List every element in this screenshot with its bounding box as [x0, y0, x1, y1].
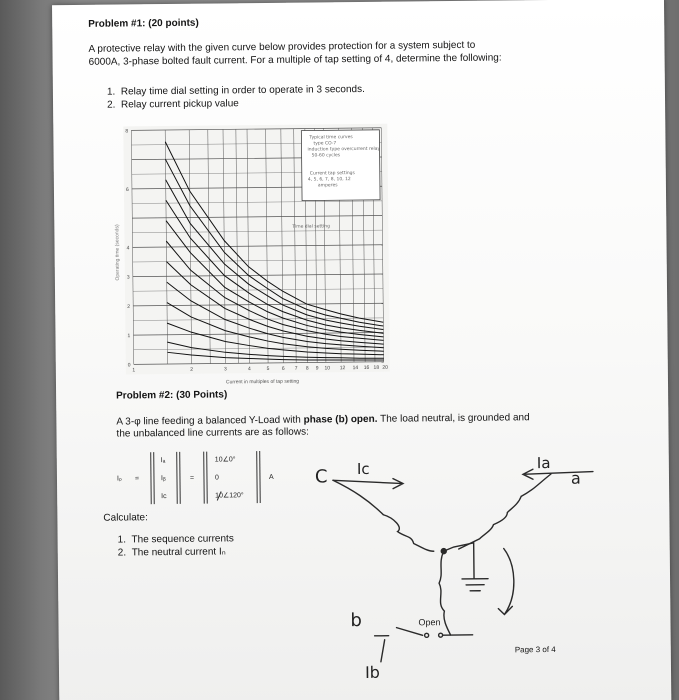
item-number: 2. — [107, 99, 116, 111]
y-tick-label: 2 — [127, 303, 130, 310]
coil-c — [383, 514, 433, 552]
node-a-label: a — [570, 468, 581, 488]
equals-sign: = — [134, 475, 140, 483]
ground-symbol — [462, 579, 488, 591]
calculate-label: Calculate: — [103, 512, 148, 524]
item-number: 1. — [117, 534, 127, 546]
problem1-item1 — [107, 84, 365, 99]
x-tick-label: 12 — [339, 365, 346, 372]
legend-title: Typical time curves — [309, 135, 353, 141]
page-number: Page 3 of 4 — [514, 644, 556, 655]
x-tick-label: 7 — [294, 365, 298, 372]
problem1-heading: Problem #1: (20 points) — [88, 17, 199, 30]
open-label: Open — [418, 617, 441, 628]
phase-b-label: phase (b) open. — [303, 413, 378, 426]
curve-annotation: Time dial setting — [292, 224, 330, 230]
x-tick-label: 2 — [190, 366, 193, 373]
legend-subtitle: induction type overcurrent relay — [307, 146, 381, 153]
y-tick-label: 1 — [127, 333, 131, 340]
vector-entry-a: Iₐ — [160, 457, 166, 465]
open-terminal-left — [425, 633, 429, 637]
node-b-label: b — [350, 609, 363, 632]
legend-settings-values: 4, 5, 6, 7, 8, 10, 12 — [307, 177, 351, 183]
open-terminal-right — [439, 633, 443, 637]
x-tick-label: 20 — [382, 364, 388, 371]
problem2-item1 — [118, 533, 234, 546]
matrix-brackets — [151, 451, 261, 504]
problem1-item2 — [107, 98, 239, 111]
return-arrow — [498, 548, 514, 614]
ib-mark — [375, 636, 389, 662]
x-tick-label: 4 — [247, 366, 251, 373]
equals-sign-2: = — [189, 474, 195, 482]
ic-label: Ic — [356, 459, 370, 479]
item-number: 2. — [117, 547, 127, 559]
coil-a — [458, 496, 522, 549]
item-text: The sequence currents — [131, 533, 234, 546]
y-tick-label: 6 — [125, 186, 129, 193]
item-number: 1. — [106, 86, 116, 98]
line-a — [521, 474, 551, 496]
x-tick-label: 5 — [266, 365, 270, 372]
x-tick-label: 10 — [324, 365, 331, 372]
lhs-vector-label: Iₚ — [116, 475, 122, 483]
problem2-heading: Problem #2: (30 Points) — [116, 389, 228, 402]
problem1-text-line1: A protective relay with the given curve below provides protection for a system subject to — [88, 39, 476, 55]
value-c: 10∠120° — [215, 492, 244, 500]
vector-entry-b: Iᵦ — [160, 475, 166, 483]
node-c-label: C — [314, 466, 328, 488]
ib-label: Ib — [364, 662, 380, 682]
y-tick-label: 4 — [126, 245, 130, 252]
item-text: The neutral current Iₙ — [131, 546, 226, 559]
legend-settings-label: Current tap settings — [309, 171, 355, 177]
legend-freq: 50-60 cycles — [311, 153, 341, 159]
x-tick-label: 8 — [305, 365, 309, 372]
problem2-text-line2: the unbalanced line currents are as follows: — [116, 426, 309, 440]
problem2-text-end: The load neutral, is grounded and — [377, 412, 530, 425]
x-tick-label: 9 — [315, 365, 319, 372]
item-text: Relay time dial setting in order to operate in 3 seconds. — [120, 83, 365, 98]
y-tick-label: 3 — [126, 274, 130, 281]
exam-page — [52, 0, 671, 700]
problem2-text-line1 — [116, 412, 529, 428]
value-a: 10∠0° — [214, 456, 236, 464]
ic-arrow — [333, 479, 403, 490]
y-tick-label: 0 — [127, 362, 131, 369]
unit-label: A — [268, 473, 274, 481]
line-c — [333, 480, 383, 516]
open-phase-b — [397, 627, 473, 636]
x-tick-label: 14 — [352, 365, 359, 372]
chart-ylabel: Operating time (seconds) — [114, 224, 121, 281]
legend-amperes: amperes — [317, 183, 338, 189]
item-text: Relay current pickup value — [120, 98, 239, 111]
x-tick-label: 3 — [223, 366, 227, 373]
chart-xlabel: Current in multiples of tap setting — [225, 378, 300, 386]
relay-time-curve-chart — [114, 124, 390, 386]
x-tick-label: 6 — [281, 365, 285, 372]
problem1-text-line2: 6000A, 3-phase bolted fault current. For a multiple of tap setting of 4, determine the following: — [88, 52, 502, 68]
problem2-item2 — [118, 546, 226, 559]
x-tick-label: 1 — [132, 367, 136, 374]
vector-entry-c: Iᴄ — [161, 493, 167, 501]
legend-type: type CO-7 — [313, 141, 337, 147]
current-matrix-equation — [115, 446, 316, 508]
x-tick-label: 18 — [373, 364, 380, 371]
x-tick-label: 16 — [363, 364, 370, 371]
y-tick-label: 8 — [125, 128, 129, 135]
problem2-text-start: A 3-φ line feeding a balanced Y-Load with — [116, 414, 304, 428]
value-b: 0 — [214, 474, 219, 482]
ia-label: Ia — [536, 454, 551, 473]
ia-arrow — [523, 469, 593, 480]
